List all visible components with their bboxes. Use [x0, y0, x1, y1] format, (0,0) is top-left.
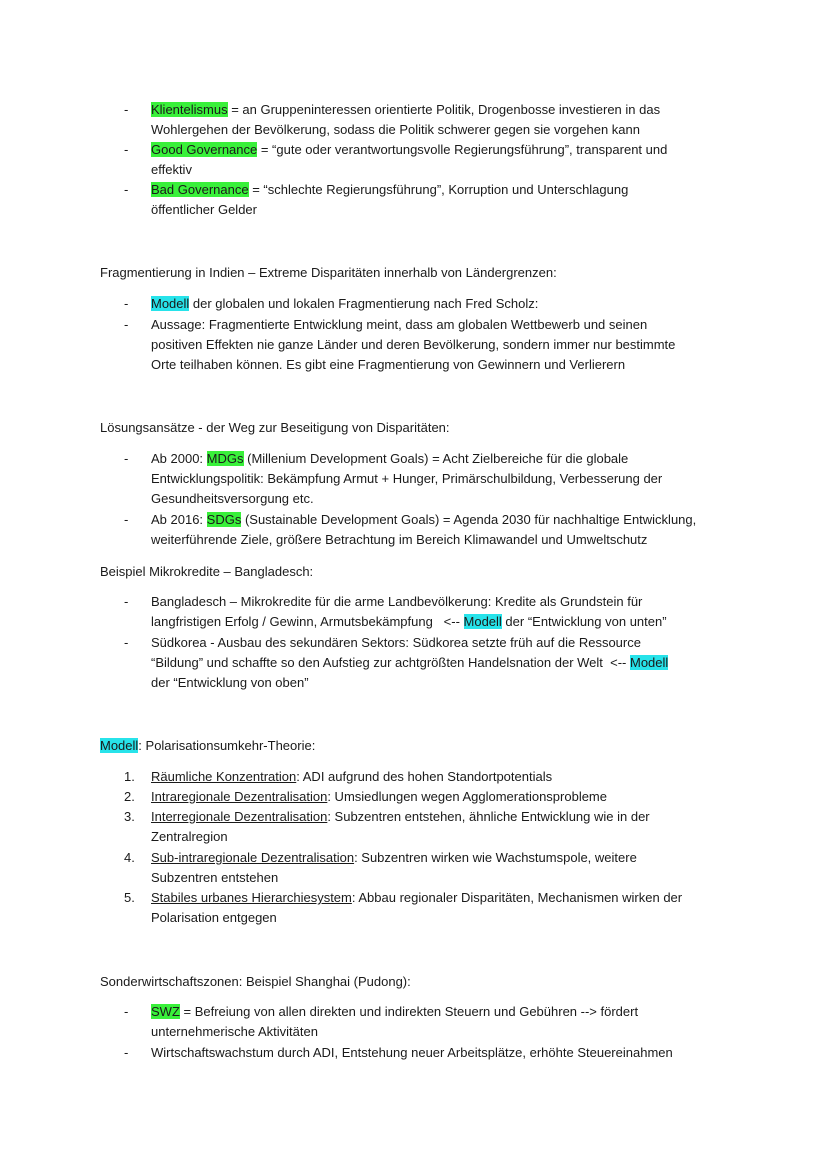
text-run: = an Gruppeninteressen orientierte Politik, Drogenbosse investieren in das [227, 102, 661, 117]
text-run: langfristigen Erfolg / Gewinn, Armutsbekämpfung <-- [151, 614, 464, 629]
text-run: (Millenium Development Goals) = Acht Zielbereiche für die globale [243, 451, 629, 466]
text-run: : Abbau regionaler Disparitäten, Mechanismen wirken der [351, 890, 683, 905]
highlighted-term: Modell [100, 738, 139, 753]
text-run: Südkorea - Ausbau des sekundären Sektors: Südkorea setzte früh auf die Ressource [151, 635, 641, 650]
text-run: Entwicklungspolitik: Bekämpfung Armut + Hunger, Primärschulbildung, Verbesserung der [151, 471, 663, 486]
bullet-marker: - [124, 512, 129, 527]
bullet-marker: - [124, 451, 129, 466]
text-run: der globalen und lokalen Fragmentierung nach Fred Scholz: [189, 296, 539, 311]
text-line [151, 530, 741, 550]
text-line [151, 200, 741, 220]
text-run: Zentralregion [151, 829, 228, 844]
text-run: “Bildung” und schaffte so den Aufstieg zur achtgrößten Handelsnation der Welt <-- [151, 655, 630, 670]
text-run: : ADI aufgrund des hohen Standortpotentials [296, 769, 553, 784]
bullet-marker: - [124, 102, 129, 117]
text-line [151, 888, 741, 908]
text-line [151, 612, 741, 632]
highlighted-term: Bad Governance [151, 182, 249, 197]
text-line [151, 807, 741, 827]
bullet-text [151, 449, 741, 509]
text-line [151, 510, 741, 530]
item-text [151, 888, 741, 928]
text-run: der “Entwicklung von oben” [151, 675, 309, 690]
text-run: Orte teilhaben können. Es gibt eine Fragmentierung von Gewinnern und Verlierern [151, 357, 626, 372]
text-run: = “gute oder verantwortungsvolle Regierungsführung”, transparent und [257, 142, 668, 157]
list-number: 5. [124, 890, 135, 905]
underlined-term: Räumliche Konzentration [151, 769, 297, 784]
text-run: Aussage: Fragmentierte Entwicklung meint, dass am globalen Wettbewerb und seinen [151, 317, 648, 332]
text-line [151, 767, 741, 787]
text-line [151, 908, 741, 928]
text-run: weiterführende Ziele, größere Betrachtung im Bereich Klimawandel und Umweltschutz [151, 532, 648, 547]
text-line [151, 160, 741, 180]
text-run: der “Entwicklung von unten” [501, 614, 667, 629]
bullet-text [151, 294, 741, 314]
text-line [151, 449, 741, 469]
heading-text: : Polarisationsumkehr-Theorie: [138, 738, 316, 753]
text-run: : Umsiedlungen wegen Agglomerationsprobleme [327, 789, 607, 804]
text-line [151, 355, 741, 375]
bullet-marker: - [124, 296, 129, 311]
text-line [151, 827, 741, 847]
bullet-text [151, 592, 741, 632]
highlighted-term: MDGs [206, 451, 244, 466]
bullet-text [151, 633, 741, 693]
text-run: Wirtschaftswachstum durch ADI, Entstehung neuer Arbeitsplätze, erhöhte Steuereinahmen [151, 1045, 673, 1060]
bullet-marker: - [124, 594, 129, 609]
bullet-text [151, 140, 741, 180]
text-line [151, 673, 741, 693]
item-text [151, 848, 741, 888]
text-run: Wohlergehen der Bevölkerung, sodass die Politik schwerer gegen sie vorgehen kann [151, 122, 640, 137]
bullet-marker: - [124, 182, 129, 197]
text-run: : Subzentren wirken wie Wachstumspole, weitere [354, 850, 637, 865]
text-run: Subzentren entstehen [151, 870, 279, 885]
text-line [151, 294, 741, 314]
highlighted-term: Modell [151, 296, 190, 311]
text-run: Ab 2000: [151, 451, 207, 466]
text-line [151, 335, 741, 355]
heading-text: Lösungsansätze - der Weg zur Beseitigung von Disparitäten: [100, 420, 450, 435]
bullet-text [151, 1002, 741, 1042]
section-heading-polarisationsumkehr [100, 736, 740, 756]
highlighted-term: Modell [463, 614, 502, 629]
text-line [151, 592, 741, 612]
bullet-text [151, 180, 741, 220]
text-line [151, 653, 741, 673]
heading-text: Sonderwirtschaftszonen: Beispiel Shanghai (Pudong): [100, 974, 411, 989]
text-line [151, 180, 741, 200]
underlined-term: Sub-intraregionale Dezentralisation [151, 850, 355, 865]
bullet-marker: - [124, 1045, 129, 1060]
item-text [151, 767, 741, 787]
item-text [151, 787, 741, 807]
highlighted-term: SDGs [206, 512, 242, 527]
text-run: Ab 2016: [151, 512, 207, 527]
text-run: Polarisation entgegen [151, 910, 277, 925]
list-number: 1. [124, 769, 135, 784]
text-line [151, 848, 741, 868]
text-line [151, 100, 741, 120]
text-run: : Subzentren entstehen, ähnliche Entwicklung wie in der [327, 809, 650, 824]
list-number: 3. [124, 809, 135, 824]
heading-text: Fragmentierung in Indien – Extreme Disparitäten innerhalb von Ländergrenzen: [100, 265, 557, 280]
text-line [151, 1022, 741, 1042]
bullet-text [151, 1043, 741, 1063]
highlighted-term: Good Governance [151, 142, 258, 157]
bullet-text [151, 100, 741, 140]
text-run: (Sustainable Development Goals) = Agenda 2030 für nachhaltige Entwicklung, [241, 512, 697, 527]
bullet-marker: - [124, 635, 129, 650]
text-run: = “schlechte Regierungsführung”, Korruption und Unterschlagung [248, 182, 629, 197]
bullet-marker: - [124, 317, 129, 332]
highlighted-term: Modell [630, 655, 669, 670]
text-line [151, 315, 741, 335]
underlined-term: Intraregionale Dezentralisation [151, 789, 328, 804]
list-number: 2. [124, 789, 135, 804]
text-line [151, 1043, 741, 1063]
section-heading-mikrokredite [100, 562, 740, 582]
text-line [151, 633, 741, 653]
text-line [151, 787, 741, 807]
underlined-term: Stabiles urbanes Hierarchiesystem [151, 890, 352, 905]
bullet-marker: - [124, 1004, 129, 1019]
text-line [151, 489, 741, 509]
underlined-term: Interregionale Dezentralisation [151, 809, 328, 824]
text-run: = Befreiung von allen direkten und indirekten Steuern und Gebühren --> fördert [179, 1004, 639, 1019]
text-run: effektiv [151, 162, 192, 177]
text-line [151, 1002, 741, 1022]
heading-text: Beispiel Mikrokredite – Bangladesch: [100, 564, 314, 579]
bullet-marker: - [124, 142, 129, 157]
section-heading-sonderwirtschaftszonen [100, 972, 740, 992]
bullet-text [151, 510, 741, 550]
text-run: positiven Effekten nie ganze Länder und deren Bevölkerung, sondern immer nur bestimmte [151, 337, 676, 352]
highlighted-term: Klientelismus [151, 102, 228, 117]
section-heading-loesungsansaetze [100, 418, 740, 438]
highlighted-term: SWZ [151, 1004, 180, 1019]
text-run: Bangladesch – Mikrokredite für die arme Landbevölkerung: Kredite als Grundstein für [151, 594, 643, 609]
text-line [151, 120, 741, 140]
item-text [151, 807, 741, 847]
list-number: 4. [124, 850, 135, 865]
text-run: unternehmerische Aktivitäten [151, 1024, 318, 1039]
text-line [151, 469, 741, 489]
bullet-text [151, 315, 741, 375]
section-heading-fragmentierung [100, 263, 740, 283]
text-run: öffentlicher Gelder [151, 202, 257, 217]
text-line [151, 140, 741, 160]
text-run: Gesundheitsversorgung etc. [151, 491, 314, 506]
text-line [151, 868, 741, 888]
